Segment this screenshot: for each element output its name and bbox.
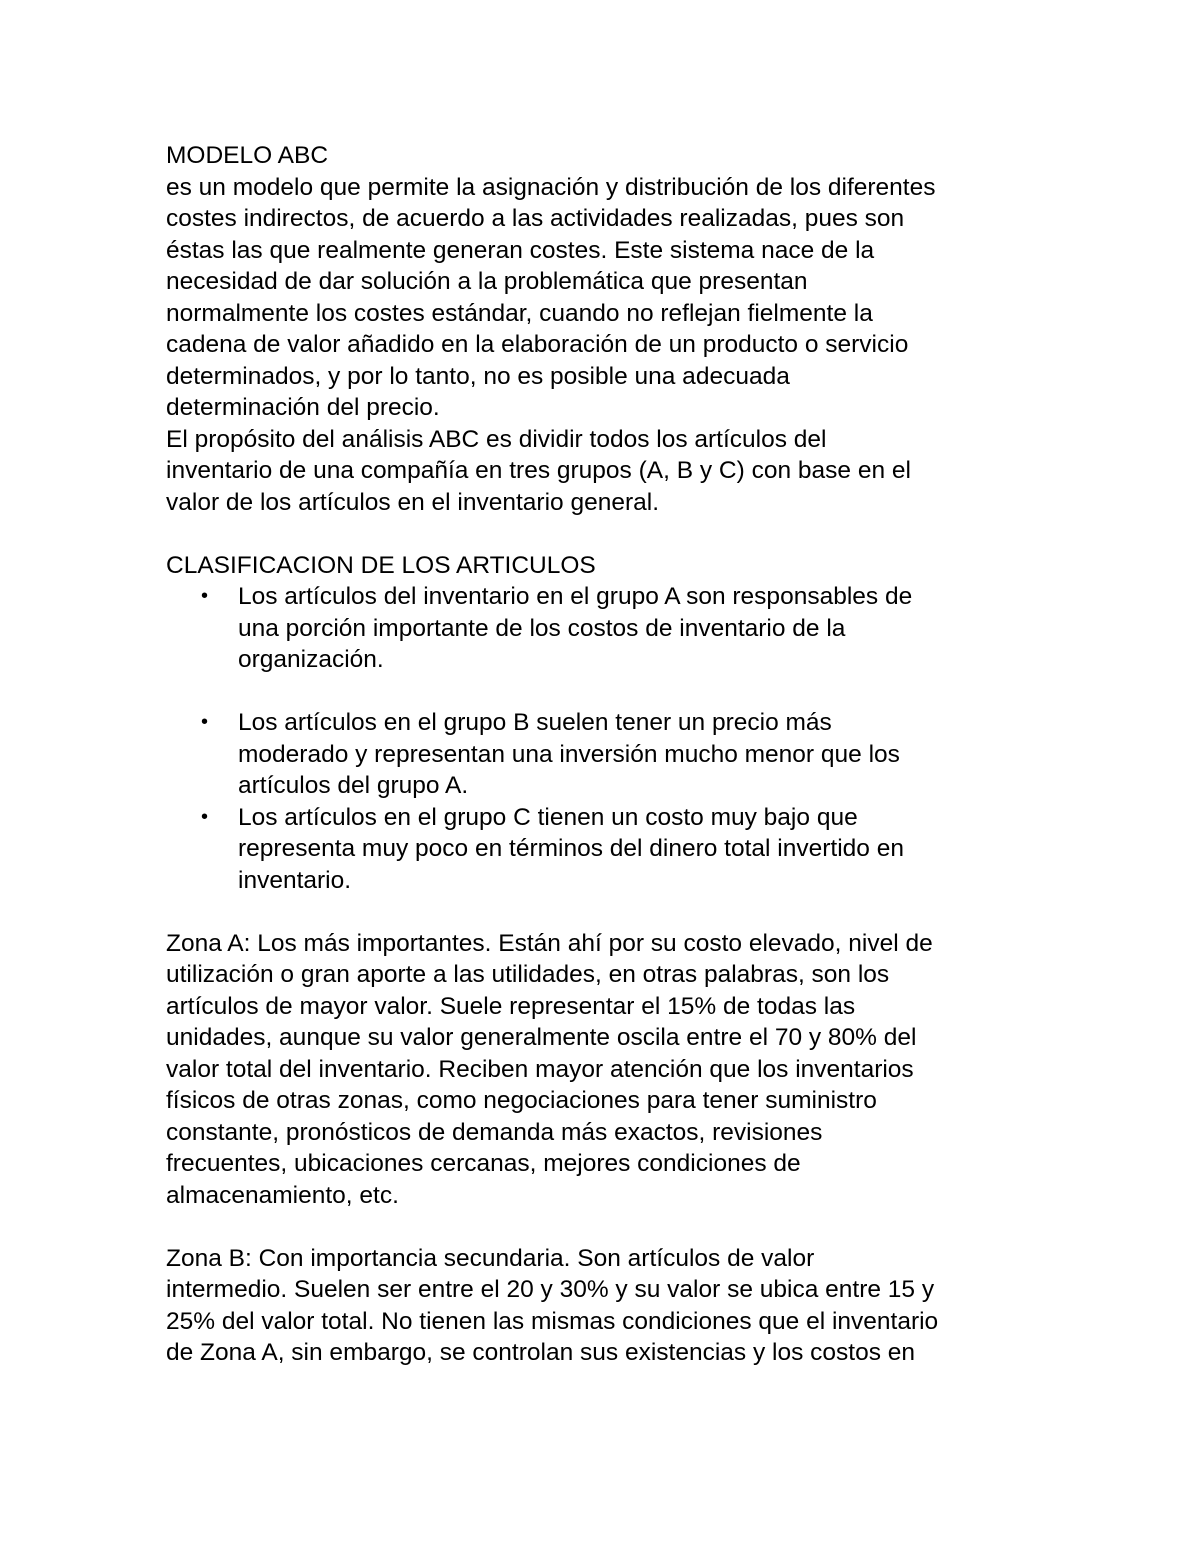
intro-line: éstas las que realmente generan costes. Este sistema nace de la [166, 236, 875, 264]
paragraph-line: Zona A: Los más importantes. Están ahí por su costo elevado, nivel de [166, 929, 933, 957]
classification-section [166, 550, 1046, 897]
list-item-line: Los artículos en el grupo C tienen un costo muy bajo que [238, 803, 858, 831]
list-item [166, 581, 1046, 676]
paragraph-line: unidades, aunque su valor generalmente oscila entre el 70 y 80% del [166, 1024, 917, 1051]
intro-line: es un modelo que permite la asignación y distribución de los diferentes [166, 173, 936, 201]
paragraph-spacer [166, 896, 1046, 928]
intro-line: necesidad de dar solución a la problemática que presentan [166, 268, 808, 295]
intro-line: cadena de valor añadido en la elaboración de un producto o servicio [166, 331, 909, 358]
list-item-line: Los artículos en el grupo B suelen tener un precio más [238, 709, 832, 736]
paragraph-line: 25% del valor total. No tienen las mismas condiciones que el inventario [166, 1307, 939, 1335]
paragraph-line: intermedio. Suelen ser entre el 20 y 30% y su valor se ubica entre 15 y [166, 1276, 935, 1303]
section-heading: CLASIFICACION DE LOS ARTICULOS [166, 551, 596, 579]
bullet-icon: • [201, 805, 209, 828]
paragraph-line: artículos de mayor valor. Suele representar el 15% de todas las [166, 992, 856, 1020]
list-item-line: inventario. [238, 866, 352, 894]
paragraph-line: de Zona A, sin embargo, se controlan sus existencias y los costos en [166, 1339, 916, 1366]
bullet-list [166, 581, 1046, 896]
list-item-line: organización. [238, 646, 384, 673]
zona-a-paragraph [166, 928, 1046, 1212]
list-item-line: representa muy poco en términos del dinero total invertido en [238, 835, 904, 862]
intro-line: valor de los artículos en el inventario general. [166, 488, 660, 516]
intro-line: determinados, y por lo tanto, no es posible una adecuada [166, 362, 790, 390]
intro-section [166, 140, 1046, 518]
paragraph-line: utilización o gran aporte a las utilidades, en otras palabras, son los [166, 961, 890, 988]
list-item-line: una porción importante de los costos de inventario de la [238, 614, 846, 642]
list-item [166, 707, 1046, 802]
intro-line: costes indirectos, de acuerdo a las actividades realizadas, pues son [166, 205, 905, 232]
list-spacer [166, 676, 1046, 708]
paragraph-line: frecuentes, ubicaciones cercanas, mejores condiciones de [166, 1150, 801, 1177]
bullet-icon: • [201, 585, 209, 607]
intro-line: El propósito del análisis ABC es dividir todos los artículos del [166, 425, 827, 453]
bullet-icon: • [201, 711, 209, 733]
paragraph-line: Zona B: Con importancia secundaria. Son artículos de valor [166, 1244, 815, 1272]
document-body [166, 140, 1046, 1369]
list-item-line: artículos del grupo A. [238, 772, 469, 799]
paragraph-line: almacenamiento, etc. [166, 1181, 399, 1209]
paragraph-line: constante, pronósticos de demanda más exactos, revisiones [166, 1118, 823, 1146]
list-item-line: Los artículos del inventario en el grupo A son responsables de [238, 583, 913, 610]
paragraph-line: físicos de otras zonas, como negociaciones para tener suministro [166, 1087, 877, 1114]
zona-b-paragraph [166, 1243, 1046, 1369]
list-item [166, 802, 1046, 897]
document-title: MODELO ABC [166, 142, 329, 169]
paragraph-line: valor total del inventario. Reciben mayor atención que los inventarios [166, 1055, 914, 1083]
intro-line: determinación del precio. [166, 394, 440, 421]
paragraph-spacer [166, 518, 1046, 550]
intro-line: inventario de una compañía en tres grupos (A, B y C) con base en el [166, 457, 911, 484]
paragraph-spacer [166, 1211, 1046, 1243]
intro-line: normalmente los costes estándar, cuando no reflejan fielmente la [166, 299, 873, 327]
list-item-line: moderado y representan una inversión mucho menor que los [238, 740, 900, 768]
